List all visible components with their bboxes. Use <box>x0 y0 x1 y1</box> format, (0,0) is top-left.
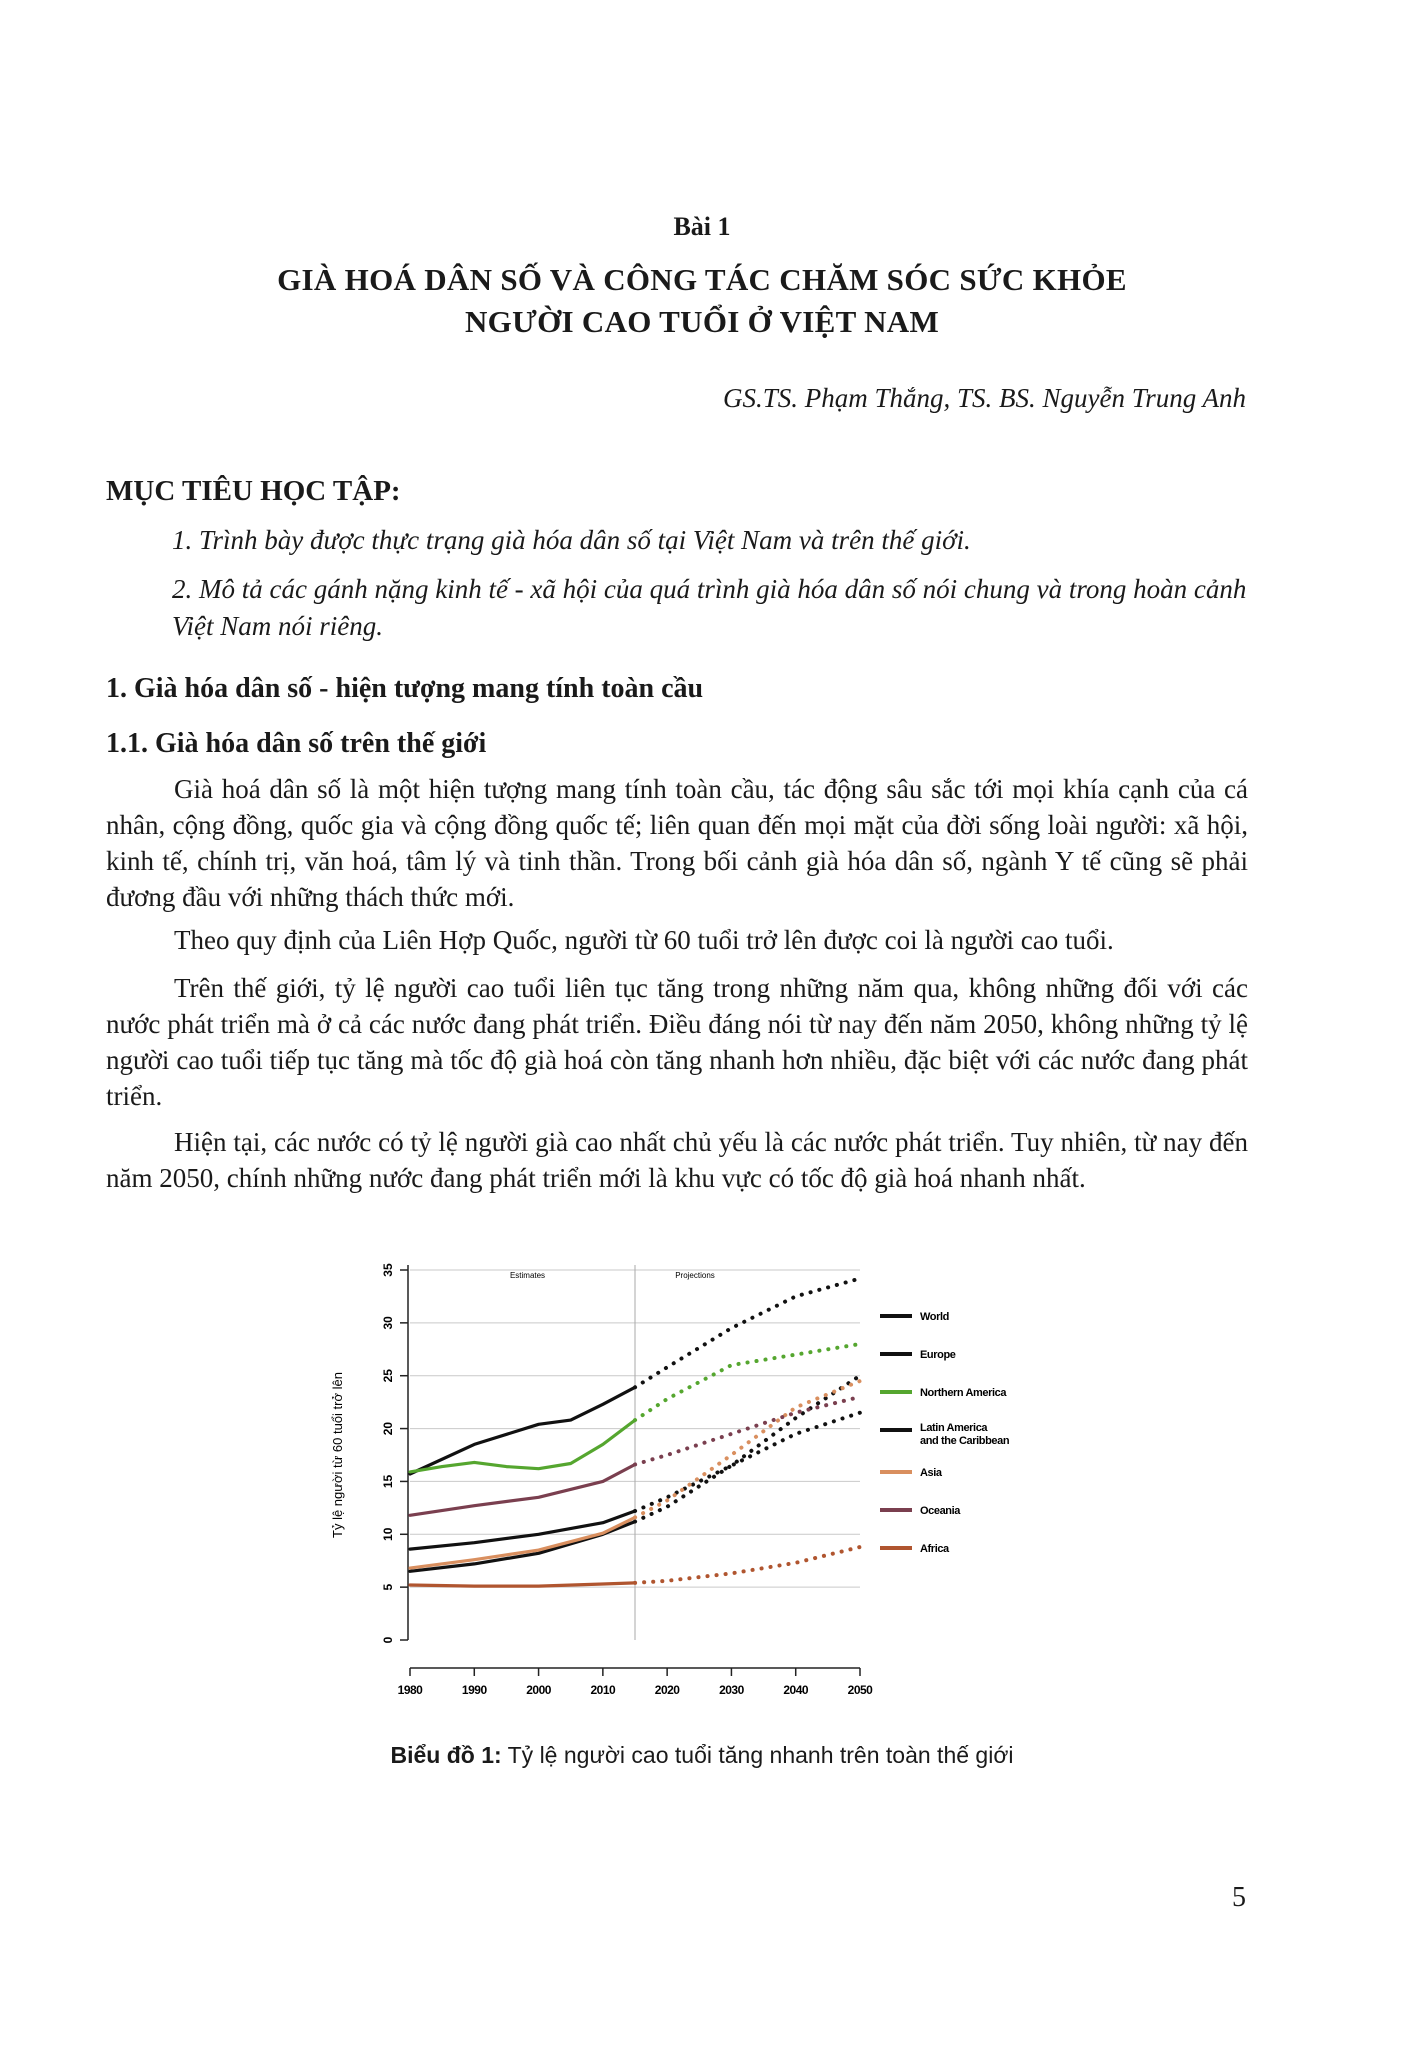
legend-label: Northern America <box>920 1387 1007 1399</box>
legend-label: and the Caribbean <box>920 1435 1010 1447</box>
objective-item-1: 1. Trình bày được thực trạng già hóa dân số tại Việt Nam và trên thế giới. <box>172 525 971 555</box>
y-tick-label: 25 <box>381 1369 395 1383</box>
x-tick-label: 1990 <box>461 1683 487 1697</box>
series-estimate-line <box>410 1465 635 1516</box>
page-number: 5 <box>1232 1882 1246 1913</box>
x-tick-label: 2010 <box>590 1683 616 1697</box>
series-estimate-line <box>410 1517 635 1568</box>
x-tick-label: 2030 <box>719 1683 744 1697</box>
series-projection-line <box>635 1279 860 1388</box>
x-tick-label: 1980 <box>397 1683 423 1697</box>
y-tick-label: 20 <box>381 1421 395 1436</box>
caption-text: Tỷ lệ người cao tuổi tăng nhanh trên toàn thế giới <box>501 1742 1014 1768</box>
figure-chart <box>320 1250 1100 1730</box>
legend-label: Europe <box>920 1349 956 1361</box>
y-axis-label: Tỷ lệ người từ 60 tuổi trở lên <box>330 1372 345 1538</box>
y-tick-label: 0 <box>381 1636 395 1644</box>
y-tick-label: 30 <box>381 1316 395 1330</box>
projections-label: Projections <box>675 1271 715 1280</box>
section-heading: 1. Già hóa dân số - hiện tượng mang tính toàn cầu <box>106 673 704 704</box>
x-tick-label: 2020 <box>654 1683 680 1697</box>
y-tick-label: 15 <box>381 1474 395 1489</box>
objectives-heading: MỤC TIÊU HỌC TẬP: <box>106 475 401 507</box>
lesson-number: Bài 1 <box>673 212 731 241</box>
authors: GS.TS. Phạm Thắng, TS. BS. Nguyễn Trung Anh <box>722 383 1246 413</box>
x-tick-label: 2050 <box>847 1683 873 1697</box>
series-projection-line <box>635 1397 860 1465</box>
y-tick-label: 10 <box>381 1527 395 1541</box>
objective-item-2: 2. Mô tả các gánh nặng kinh tế - xã hội của quá trình già hóa dân số nói chung và trong hoàn cảnh Việt Nam nói riêng. <box>172 574 1247 641</box>
x-tick-label: 2000 <box>526 1683 551 1697</box>
chapter-title-line-1: GIÀ HOÁ DÂN SỐ VÀ CÔNG TÁC CHĂM SÓC SỨC KHỎE <box>277 262 1127 297</box>
estimates-label: Estimates <box>509 1271 546 1280</box>
legend-label: Oceania <box>920 1505 961 1517</box>
legend-label: Asia <box>920 1467 942 1479</box>
subsection-heading: 1.1. Già hóa dân số trên thế giới <box>106 728 487 759</box>
paragraph-2: Theo quy định của Liên Hợp Quốc, người từ 60 tuổi trở lên được coi là người cao tuổi. <box>174 925 1114 955</box>
legend-label: World <box>920 1311 949 1323</box>
legend-label: Latin America <box>920 1422 988 1434</box>
line-chart <box>320 1250 1100 1730</box>
series-estimate-line <box>410 1511 635 1549</box>
figure-caption <box>0 1742 1404 1769</box>
series-projection-line <box>635 1344 860 1420</box>
legend-label: Africa <box>920 1543 949 1555</box>
series-projection-line <box>635 1547 860 1583</box>
paragraph-1: Già hoá dân số là một hiện tượng mang tính toàn cầu, tác động sâu sắc tới mọi khía cạnh của cá nhân, cộng đồng, quốc gia và cộng đồng quốc tế; liên quan đến mọi mặt của đời sống loài người: xã hội, kinh tế, chính trị, văn hoá, tâm lý và tinh thần. Trong bối cảnh già hóa dân số, ngành Y tế cũng sẽ phải đương đầu với những thách thức mới. <box>106 774 1248 912</box>
chapter-title-line-2: NGƯỜI CAO TUỔI Ở VIỆT NAM <box>465 304 939 339</box>
y-tick-label: 35 <box>381 1263 395 1277</box>
series-estimate-line <box>410 1583 635 1586</box>
y-tick-label: 5 <box>381 1583 395 1591</box>
caption-label: Biểu đồ 1: <box>390 1742 502 1768</box>
paragraph-3: Trên thế giới, tỷ lệ người cao tuổi liên tục tăng trong những năm qua, không những đối với các nước phát triển mà ở cả các nước đang phát triển. Điều đáng nói từ nay đến năm 2050, không những tỷ lệ người cao tuổi tiếp tục tăng mà tốc độ già hoá còn tăng nhanh hơn nhiều, đặc biệt với các nước đang phát triển. <box>106 973 1248 1111</box>
paragraph-4: Hiện tại, các nước có tỷ lệ người già cao nhất chủ yếu là các nước phát triển. Tuy nhiên, từ nay đến năm 2050, chính những nước đang phát triển mới là khu vực có tốc độ già hoá nhanh nhất. <box>106 1127 1248 1193</box>
series-estimate-line <box>410 1387 635 1474</box>
x-tick-label: 2040 <box>783 1683 809 1697</box>
